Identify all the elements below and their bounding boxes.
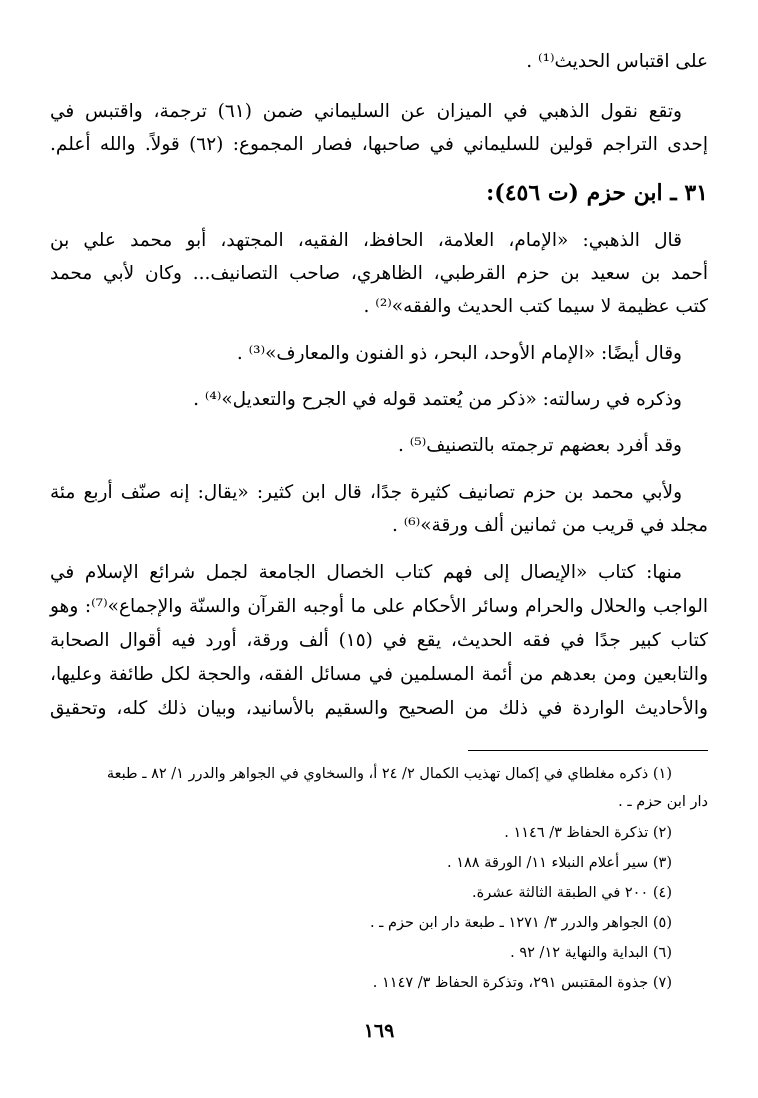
page-number: ١٦٩ xyxy=(363,1020,395,1042)
footnote: (٧) جذوة المقتبس ٢٩١، وتذكرة الحفاظ ٣/ ١١٤٧ . xyxy=(372,975,672,991)
footnote: (٥) الجواهر والدرر ٣/ ١٢٧١ ـ طبعة دار ابن حزم ـ . xyxy=(369,915,672,931)
body-line: وذكره في رسالته: «ذكر من يُعتمد قوله في الجرح والتعديل»⁽⁴⁾ . xyxy=(193,389,682,410)
body-line: وقد أفرد بعضهم ترجمته بالتصنيف⁽⁵⁾ . xyxy=(397,435,682,456)
section-heading: ٣١ ـ ابن حزم (ت ٤٥٦): xyxy=(486,180,708,206)
body-line: منها: كتاب «الإيصال إلى فهم كتاب الخصال الجامعة لجمل شرائع الإسلام في xyxy=(50,562,682,583)
body-line: والتابعين ومن بعدهم من أئمة المسلمين في مسائل الفقه، والحجة لكل طائفة وعليها، xyxy=(50,664,708,685)
footnote: (٦) البداية والنهاية ١٢/ ٩٢ . xyxy=(510,945,672,961)
footnote: (٤) ٢٠٠ في الطبقة الثالثة عشرة. xyxy=(471,885,672,901)
body-line: والأحاديث الواردة في ذلك من الصحيح والسقيم بالأسانيد، وبيان ذلك كله، وتحقيق xyxy=(50,698,708,719)
body-line: إحدى التراجم قولين للسليماني في صاحبها، فصار المجموع: (٦٢) قولاً. والله أعلم. xyxy=(50,134,708,155)
body-line: ولأبي محمد بن حزم تصانيف كثيرة جدًا، قال ابن كثير: «يقال: إنه صنّف أربع مئة xyxy=(50,482,682,503)
body-line: مجلد في قريب من ثمانين ألف ورقة»⁽⁶⁾ . xyxy=(391,515,708,536)
body-line: كتب عظيمة لا سيما كتب الحديث والفقه»⁽²⁾ . xyxy=(363,296,708,317)
body-line: على اقتباس الحديث⁽¹⁾ . xyxy=(526,51,708,72)
footnote: (١) ذكره مغلطاي في إكمال تهذيب الكمال ٢/ ٢٤ أ، والسخاوي في الجواهر والدرر ١/ ٨٢ ـ طبعة xyxy=(106,766,672,782)
body-line: قال الذهبي: «الإمام، العلامة، الحافظ، الفقيه، المجتهد، أبو محمد علي بن xyxy=(50,230,682,251)
footnote: (٢) تذكرة الحفاظ ٣/ ١١٤٦ . xyxy=(504,825,672,841)
body-line: كتاب كبير جدًا في فقه الحديث، يقع في (١٥) ألف ورقة، أورد فيه أقوال الصحابة xyxy=(50,630,708,651)
footnote-separator xyxy=(468,750,708,751)
body-line: وتقع نقول الذهبي في الميزان عن السليماني ضمن (٦١) ترجمة، واقتبس في xyxy=(50,101,682,122)
footnote: (٣) سير أعلام النبلاء ١١/ الورقة ١٨٨ . xyxy=(447,855,672,871)
body-line: الواجب والحلال والحرام وسائر الأحكام على ما أوجبه القرآن والسنّة والإجماع»⁽⁷⁾: وهو xyxy=(50,596,709,617)
footnote: دار ابن حزم ـ . xyxy=(618,794,708,810)
body-line: وقال أيضًا: «الإمام الأوحد، البحر، ذو الفنون والمعارف»⁽³⁾ . xyxy=(236,343,682,364)
body-line: أحمد بن سعيد بن حزم القرطبي، الظاهري، صاحب التصانيف... وكان لأبي محمد xyxy=(50,263,708,284)
